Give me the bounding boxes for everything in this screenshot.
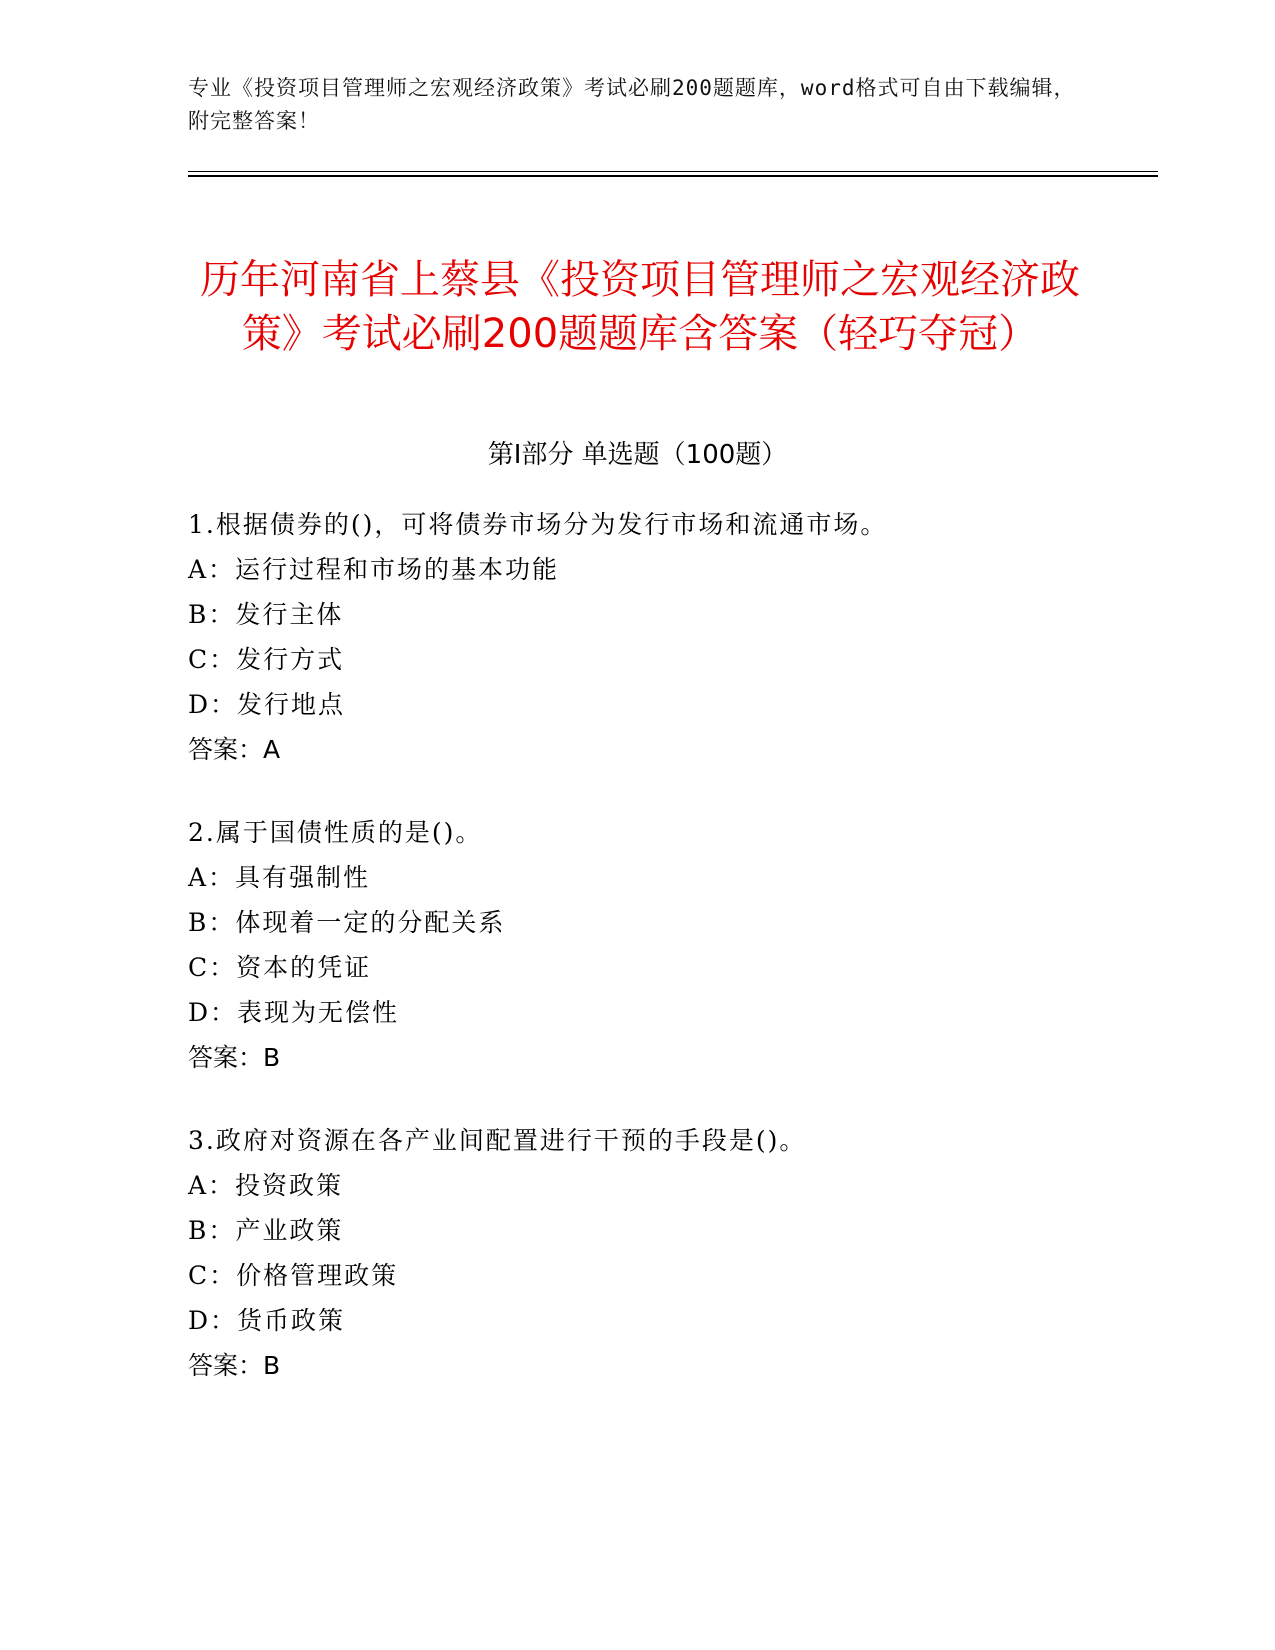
header-divider-thin (188, 171, 1158, 172)
answer-line: 答案：A (188, 735, 281, 764)
section-heading: 第I部分 单选题（100题） (487, 440, 788, 470)
option-c: C：资本的凭证 (188, 953, 372, 982)
question-1 (188, 502, 1138, 772)
option-b: B：产业政策 (188, 1216, 344, 1245)
option-b: B：发行主体 (188, 600, 344, 629)
option-d: D：货币政策 (188, 1306, 346, 1335)
question-2 (188, 810, 1138, 1080)
option-c: C：价格管理政策 (188, 1261, 399, 1290)
option-d: D：表现为无偿性 (188, 998, 400, 1027)
option-d: D：发行地点 (188, 690, 346, 719)
document-title: 历年河南省上蔡县《投资项目管理师之宏观经济政策》考试必刷200题题库含答案（轻巧夺冠） (200, 256, 1080, 357)
option-a: A：运行过程和市场的基本功能 (188, 555, 560, 584)
question-stem: 1.根据债券的()，可将债券市场分为发行市场和流通市场。 (188, 510, 888, 539)
answer-line: 答案：B (188, 1043, 281, 1072)
option-a: A：投资政策 (188, 1171, 344, 1200)
document-header-note: 专业《投资项目管理师之宏观经济政策》考试必刷200题题库，word格式可自由下载编辑，附完整答案！ (188, 76, 1076, 133)
option-b: B：体现着一定的分配关系 (188, 908, 506, 937)
answer-line: 答案：B (188, 1351, 281, 1380)
question-3 (188, 1118, 1138, 1388)
option-a: A：具有强制性 (188, 863, 371, 892)
header-divider-thick (188, 175, 1158, 177)
option-c: C：发行方式 (188, 645, 345, 674)
question-stem: 2.属于国债性质的是()。 (188, 818, 483, 847)
question-stem: 3.政府对资源在各产业间配置进行干预的手段是()。 (188, 1126, 807, 1155)
